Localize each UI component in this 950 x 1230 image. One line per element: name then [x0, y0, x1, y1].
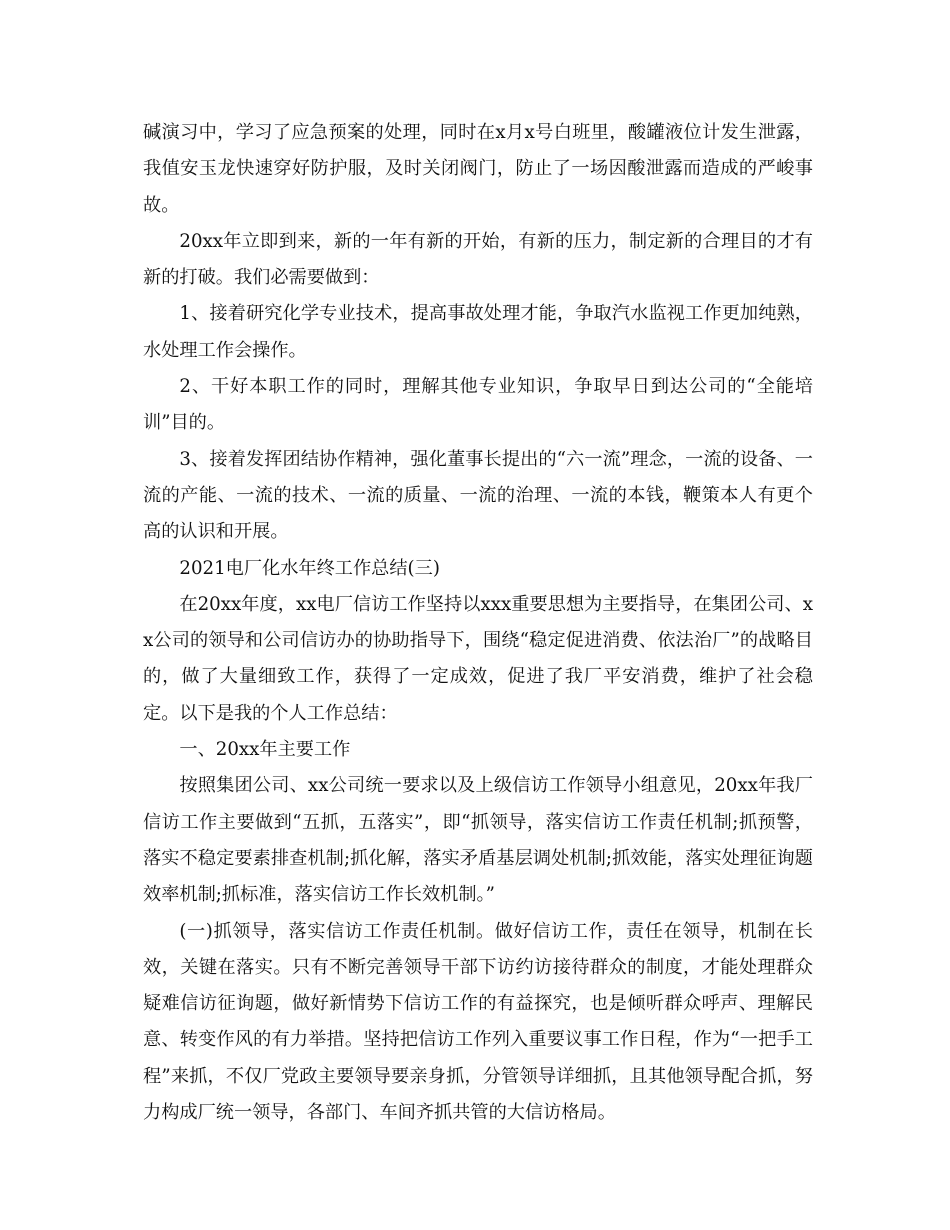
paragraph-new-year-goals: 20xx年立即到来，新的一年有新的开始，有新的压力，制定新的合理目的才有新的打破。我们必需要做到： [143, 230, 813, 289]
list-item-3: 3、接着发挥团结协作精神，强化董事长提出的“六一流”理念，一流的设备、一流的产能、一流的技术、一流的质量、一流的治理、一流的本钱，鞭策本人有更个高的认识和开展。 [143, 448, 813, 543]
paragraph-continuation: 碱演习中，学习了应急预案的处理，同时在x月x号白班里，酸罐液位计发生泄露，我值安玉龙快速穿好防护服，及时关闭阀门，防止了一场因酸泄露而造成的严峻事故。 [143, 122, 813, 216]
paragraph-requirements: 按照集团公司、xx公司统一要求以及上级信访工作领导小组意见，20xx年我厂信访工作主要做到“五抓，五落实”，即“抓领导，落实信访工作责任机制;抓预警，落实不稳定要素排查机制;抓化解，落实矛盾基层调处机制;抓效能，落实处理征询题效率机制;抓标准，落实信访工作长效机制。” [143, 775, 813, 906]
list-item-1: 1、接着研究化学专业技术，提高事故处理才能，争取汽水监视工作更加纯熟，水处理工作会操作。 [143, 303, 813, 361]
document-body [143, 115, 813, 1131]
section-heading-main-work: 一、20xx年主要工作 [179, 739, 351, 761]
paragraph-intro: 在20xx年度，xx电厂信访工作坚持以xxx重要思想为主要指导，在集团公司、xx公司的领导和公司信访办的协助指导下，围绕“稳定促进消费、依法治厂”的战略目的，做了大量细致工作，获得了一定成效，促进了我厂平安消费，维护了社会稳定。以下是我的个人工作总结： [143, 593, 813, 724]
list-item-2: 2、干好本职工作的同时，理解其他专业知识，争取早日到达公司的“全能培训”目的。 [143, 376, 813, 434]
paragraph-leadership: (一)抓领导，落实信访工作责任机制。做好信访工作，责任在领导，机制在长效，关键在落实。只有不断完善领导干部下访约访接待群众的制度，才能处理群众疑难信访征询题，做好新情势下信访工作的有益探究，也是倾听群众呼声、理解民意、转变作风的有力举措。坚持把信访工作列入重要议事工作日程，作为“一把手工程”来抓，不仅厂党政主要领导要亲身抓，分管领导详细抓，且其他领导配合抓，努力构成厂统一领导，各部门、车间齐抓共管的大信访格局。 [143, 920, 813, 1124]
section-title: 2021电厂化水年终工作总结(三) [179, 557, 440, 579]
